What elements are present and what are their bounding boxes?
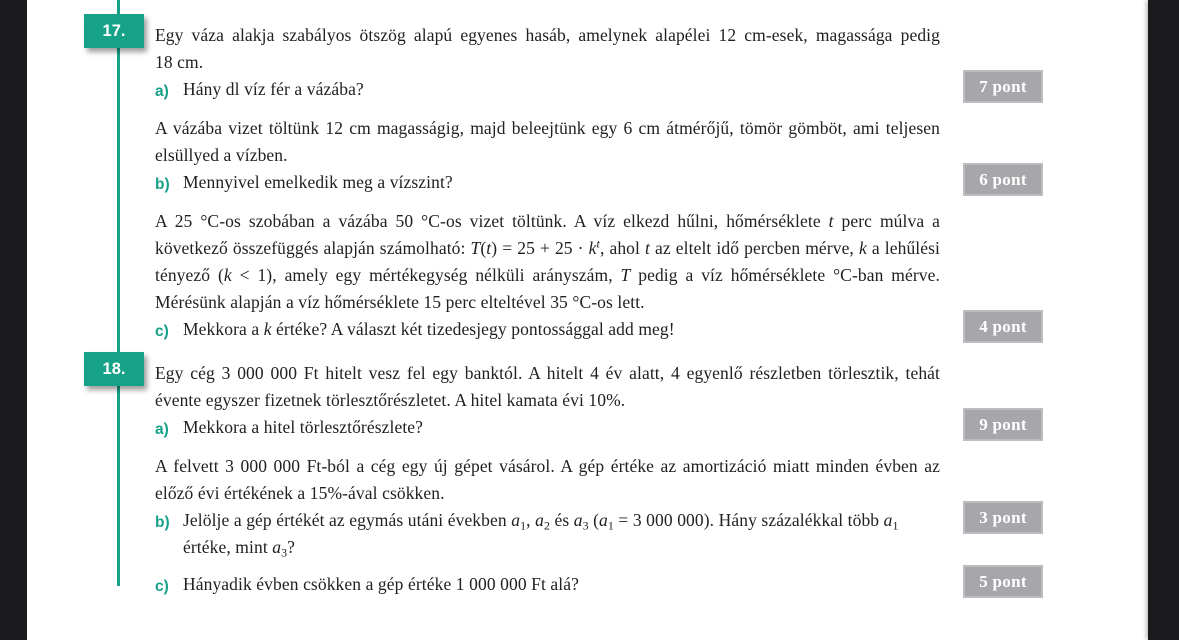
- question-label: c): [155, 323, 169, 340]
- points-badge: 9 pont: [963, 408, 1043, 441]
- question-row-b: [155, 169, 1027, 198]
- question-text: Hányadik évben csökken a gép értéke 1 000 000 Ft alá?: [183, 574, 579, 594]
- points-badge: 4 pont: [963, 310, 1043, 343]
- points-badge: 5 pont: [963, 565, 1043, 598]
- points-badge: 3 pont: [963, 501, 1043, 534]
- problem-18: [102, 359, 1027, 600]
- question-row-a: [155, 414, 1027, 443]
- question-row-a: [155, 76, 1027, 105]
- problem-statement: A 25 °C-os szobában a vázába 50 °C-os vizet töltünk. A víz elkezd hűlni, hőmérséklete t perc múlva a következő összefüggés alapján számolható: $T(t) = 25 + 25 \cdot k^t$, ahol t az eltelt idő percben mérve, k a lehűlési tényező (k < 1), amely egy mértékegység nélküli arányszám, T pedig a víz hőmérséklete °C-ban mérve. Mérésünk alapján a víz hőmérséklete 15 perc elteltével 35 °C-os lett.: [155, 211, 940, 312]
- points-badge: 7 pont: [963, 70, 1043, 103]
- question-label: b): [155, 176, 170, 193]
- page-content: [27, 0, 1148, 600]
- question-label: a): [155, 83, 169, 100]
- question-text: Mekkora a k értéke? A választ két tizedesjegy pontossággal add meg!: [183, 319, 675, 339]
- problem-17: [102, 21, 1027, 345]
- question-text: Mekkora a hitel törlesztőrészlete?: [183, 417, 424, 437]
- question-text: Jelölje a gép értékét az egymás utáni években $a_1$, $a_2$ és $a_3$ ($a_1 = 3$ 000 000). Hány százalékkal több $a_1$ értéke, mint $a_3$?: [183, 510, 899, 560]
- problem-number-badge: 17.: [84, 14, 144, 48]
- document-page: [27, 0, 1148, 640]
- question-label: a): [155, 421, 169, 438]
- question-row-c: [155, 316, 1027, 345]
- question-text: Mennyivel emelkedik meg a vízszint?: [183, 172, 453, 192]
- question-row-b: [155, 507, 1027, 561]
- problem-statement: Egy váza alakja szabályos ötszög alapú egyenes hasáb, amelynek alapélei 12 cm-esek, magassága pedig 18 cm.: [155, 25, 940, 72]
- problem-statement: Egy cég 3 000 000 Ft hitelt vesz fel egy banktól. A hitelt 4 év alatt, 4 egyenlő részletben törlesztik, tehát évente egyszer fizetnek törlesztőrészletet. A hitel kamata évi 10%.: [155, 363, 940, 410]
- question-label: b): [155, 514, 170, 531]
- points-badge: 6 pont: [963, 163, 1043, 196]
- problem-statement: A vázába vizet töltünk 12 cm magasságig, majd beleejtünk egy 6 cm átmérőjű, tömör gömböt, ami teljesen elsüllyed a vízben.: [155, 118, 940, 165]
- question-row-c: [155, 571, 1027, 600]
- problem-number-badge: 18.: [84, 352, 144, 386]
- question-label: c): [155, 578, 169, 595]
- problem-statement: A felvett 3 000 000 Ft-ból a cég egy új gépet vásárol. A gép értéke az amortizáció miatt minden évben az előző évi értékének a 15%-ával csökken.: [155, 456, 940, 503]
- right-black-bar: [1148, 0, 1179, 640]
- question-text: Hány dl víz fér a vázába?: [183, 79, 364, 99]
- left-black-bar: [0, 0, 27, 640]
